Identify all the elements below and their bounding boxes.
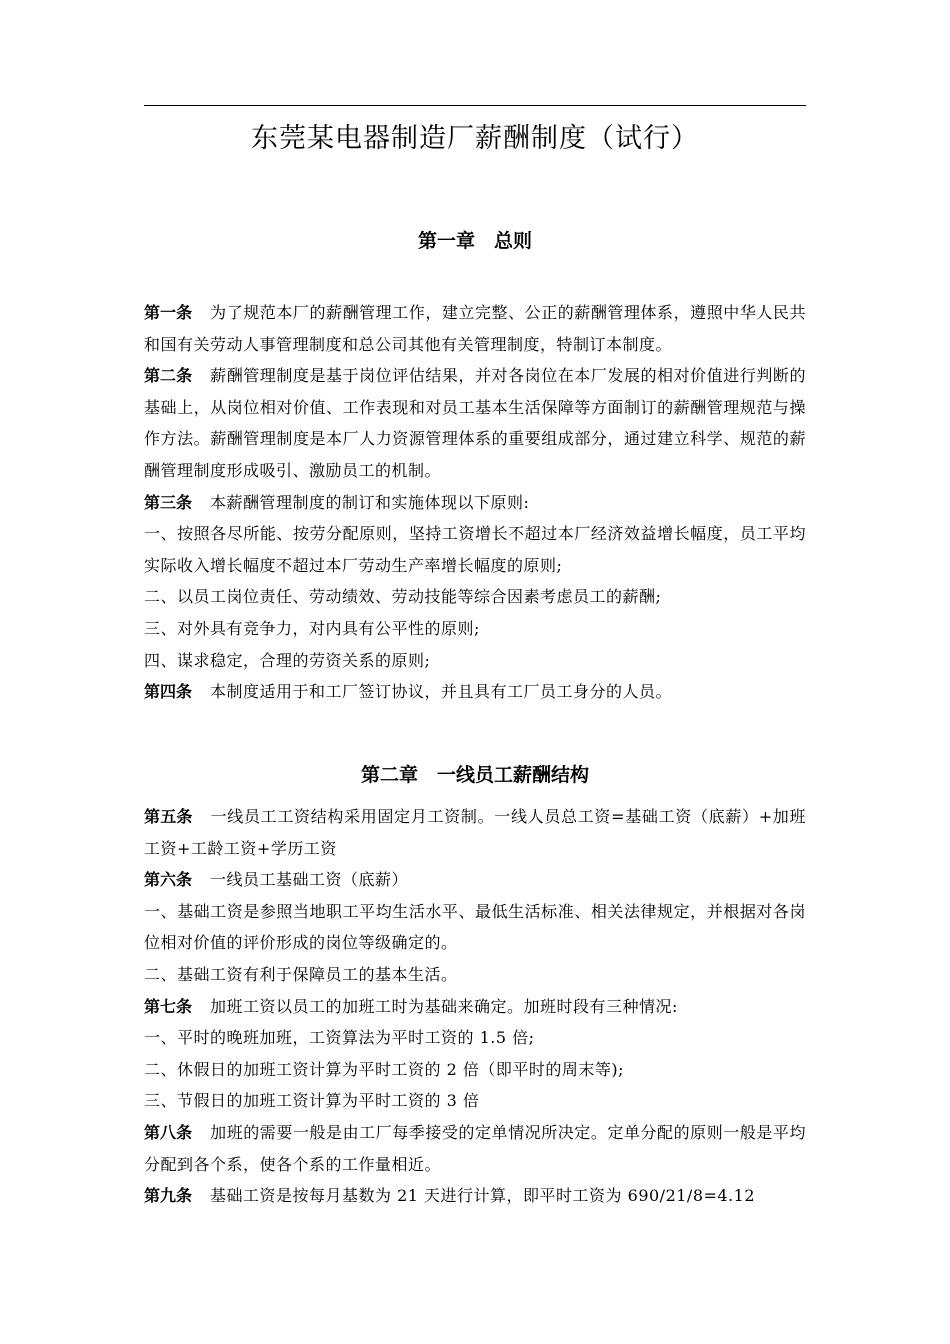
article-label: 第五条 [144,807,193,826]
list-item [144,1085,806,1117]
article-label: 第四条 [144,682,193,702]
article-label: 第七条 [144,996,193,1016]
list-item-text: 一、按照各尽所能、按劳分配原则，坚持工资增长不超过本厂经济效益增长幅度，员工平均实际收入增长幅度不超过本厂劳动生产率增长幅度的原则; [144,524,806,575]
chapter-2-body [144,801,806,1212]
top-rule [144,105,806,106]
list-item-text: 三、对外具有竞争力，对内具有公平性的原则; [144,618,480,638]
article-text: 加班工资以员工的加班工时为基础来确定。加班时段有三种情况: [210,996,678,1016]
list-item-text: 二、基础工资有利于保障员工的基本生活。 [144,964,458,984]
list-item [144,1054,806,1086]
article-text: 薪酬管理制度是基于岗位评估结果，并对各岗位在本厂发展的相对价值进行判断的基础上，从岗位相对价值、工作表现和对员工基本生活保障等方面制订的薪酬管理规范与操作方法。薪酬管理制度是本厂人力资源管理体系的重要组成部分，通过建立科学、规范的薪酬管理制度形成吸引、激励员工的机制。 [144,366,806,480]
list-item [144,518,806,581]
article-text: 一线员工基础工资（底薪） [210,870,409,890]
article-text: 基础工资是按每月基数为 21 天进行计算，即平时工资为 690/21/8=4.12 [210,1186,756,1206]
chapter-1-heading: 第一章 总则 [417,230,532,252]
article-1 [144,297,806,360]
article-text: 一线员工工资结构采用固定月工资制。一线人员总工资=基础工资（底薪）+加班工资+工龄工资+学历工资 [144,807,806,858]
article-5 [144,801,806,864]
list-item-text: 二、休假日的加班工资计算为平时工资的 2 倍（即平时的周末等); [144,1059,624,1079]
chapter-1-body [144,297,806,708]
article-label: 第一条 [144,303,193,322]
article-label: 第八条 [144,1122,193,1142]
list-item [144,581,806,613]
list-item [144,645,806,677]
document-title: 东莞某电器制造厂薪酬制度（试行） [251,123,699,154]
list-item [144,959,806,991]
list-item-text: 二、以员工岗位责任、劳动绩效、劳动技能等综合因素考虑员工的薪酬; [144,587,662,607]
article-3 [144,487,806,519]
article-text: 本薪酬管理制度的制订和实施体现以下原则: [210,492,530,512]
article-9 [144,1180,806,1212]
article-8 [144,1117,806,1180]
list-item [144,613,806,645]
list-item-text: 四、谋求稳定，合理的劳资关系的原则; [144,650,431,670]
article-text: 为了规范本厂的薪酬管理工作，建立完整、公正的薪酬管理体系，遵照中华人民共和国有关劳动人事管理制度和总公司其他有关管理制度，特制订本制度。 [144,303,806,354]
chapter-2-heading: 第二章 一线员工薪酬结构 [360,764,589,786]
list-item [144,1022,806,1054]
list-item-text: 三、节假日的加班工资计算为平时工资的 3 倍 [144,1091,480,1111]
list-item-text: 一、基础工资是参照当地职工平均生活水平、最低生活标准、相关法律规定，并根据对各岗位相对价值的评价形成的岗位等级确定的。 [144,901,806,953]
article-label: 第三条 [144,492,193,512]
article-text: 本制度适用于和工厂签订协议，并且具有工厂员工身分的人员。 [210,682,673,702]
list-item [144,896,806,959]
article-7 [144,991,806,1023]
list-item-text: 一、平时的晚班加班，工资算法为平时工资的 1.5 倍; [144,1028,535,1048]
article-text: 加班的需要一般是由工厂每季接受的定单情况所决定。定单分配的原则一般是平均分配到各个系，使各个系的工作量相近。 [144,1122,806,1174]
article-6 [144,864,806,896]
article-label: 第六条 [144,870,193,890]
article-label: 第二条 [144,366,193,386]
article-2 [144,360,806,486]
article-label: 第九条 [144,1186,193,1206]
article-4 [144,676,806,708]
